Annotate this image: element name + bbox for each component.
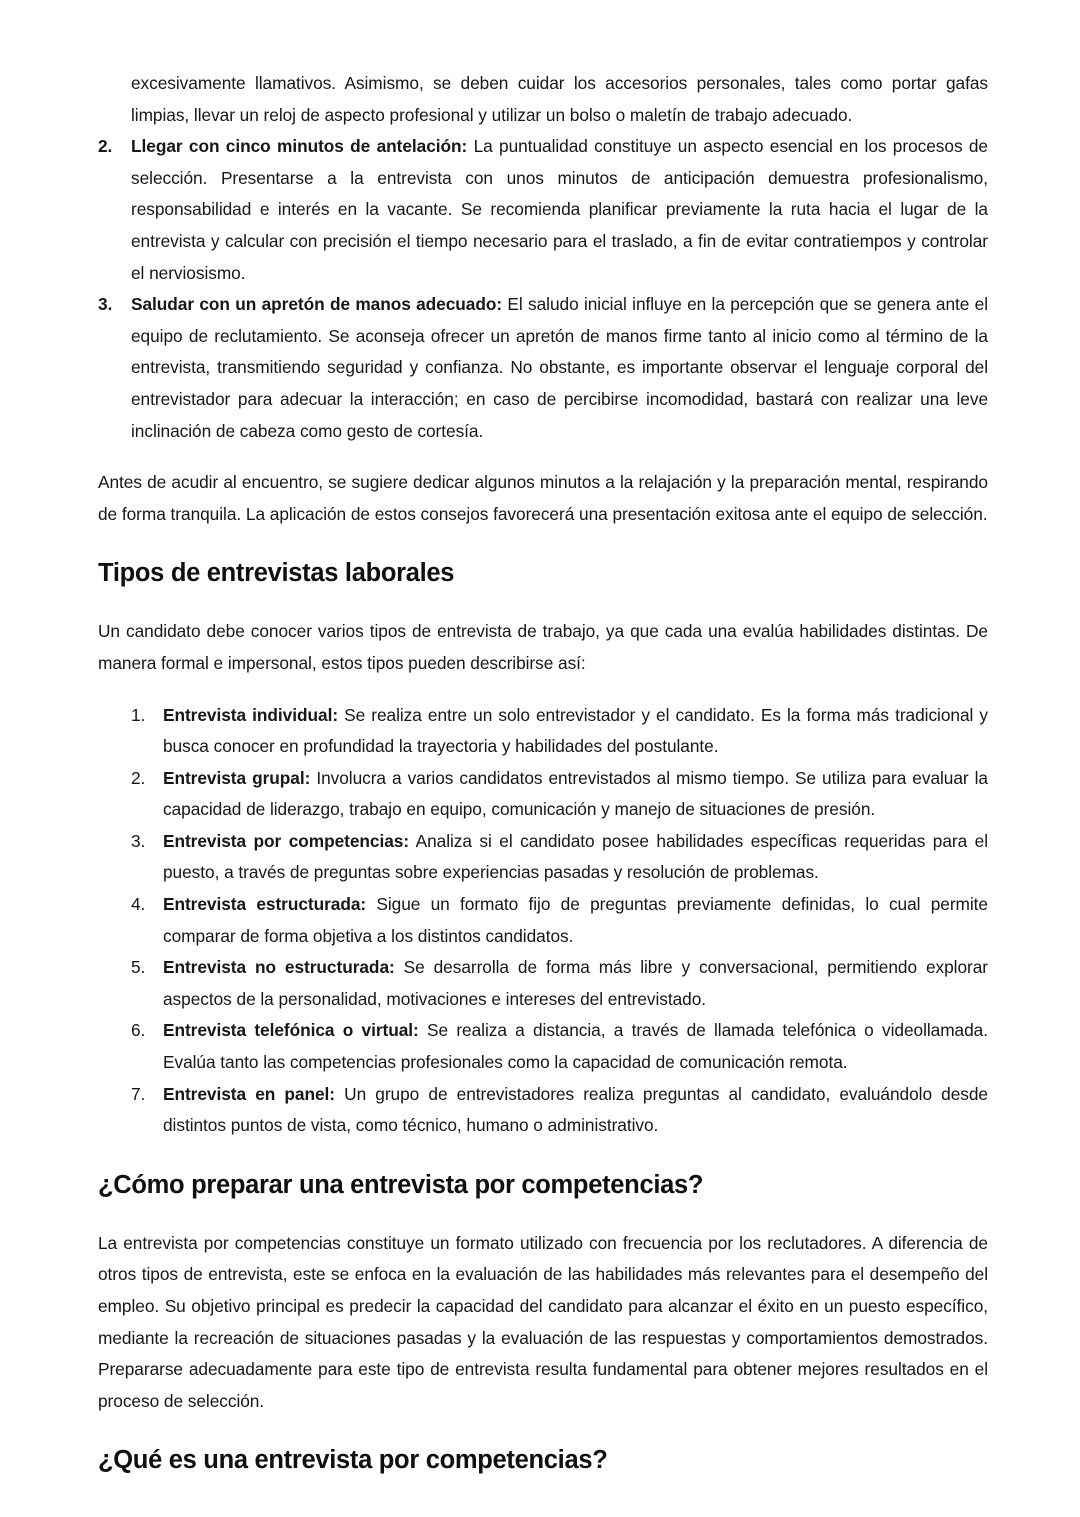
- list-item: [131, 1079, 988, 1142]
- list-item-body: Un grupo de entrevistadores realiza preguntas al candidato, evaluándolo desde distintos puntos de vista, como técnico, humano o administrativo.: [163, 1083, 988, 1136]
- list-marker: 5.: [131, 957, 146, 978]
- list-item: [98, 289, 988, 447]
- spacer: [98, 530, 988, 556]
- heading-tipos-de-entrevistas: Tipos de entrevistas laborales: [98, 559, 455, 588]
- list-item: [98, 131, 988, 289]
- closing-paragraph: Antes de acudir al encuentro, se sugiere dedicar algunos minutos a la relajación y la preparación mental, respirando de forma tranquila. La aplicación de estos consejos favorecerá una presentación exitosa ante el equipo de selección.: [98, 472, 988, 524]
- list-marker: 7.: [131, 1083, 146, 1104]
- list-item-term: Entrevista no estructurada:: [163, 957, 395, 978]
- list-item-body: Se realiza entre un solo entrevistador y el candidato. Es la forma más tradicional y busca conocer en profundidad la trayectoria y habilidades del postulante.: [163, 704, 989, 757]
- list-item: [131, 700, 988, 763]
- list-item: [131, 1015, 988, 1078]
- list-item-term: Entrevista por competencias:: [163, 830, 410, 851]
- list-item-body: El saludo inicial influye en la percepción que se genera ante el equipo de reclutamiento. Se aconseja ofrecer un apretón de manos firme tanto al inicio como al término de la entrevista, transmitiendo seguridad y confianza. No obstante, es importante observar el lenguaje corporal del entrevistador para adecuar la interacción; en caso de percibirse incomodidad, bastará con realizar una leve inclinación de cabeza como gesto de cortesía.: [131, 294, 988, 441]
- list-item-term: Entrevista telefónica o virtual:: [163, 1020, 419, 1041]
- list-marker: 4.: [131, 894, 146, 915]
- list-item-term: Entrevista en panel:: [163, 1083, 336, 1104]
- spacer: [98, 1202, 988, 1228]
- heading-que-es: ¿Qué es una entrevista por competencias?: [98, 1446, 608, 1475]
- list-item-body: Sigue un formato fijo de preguntas previamente definidas, lo cual permite comparar de forma objetiva a los distintos candidatos.: [163, 894, 988, 946]
- list-marker: 3.: [131, 830, 146, 851]
- prepare-paragraph: La entrevista por competencias constituye un formato utilizado con frecuencia por los reclutadores. A diferencia de otros tipos de entrevista, este se enfoca en la evaluación de las habilidades más relevantes para el desempeño del empleo. Su objetivo principal es predecir la capacidad del candidato para alcanzar el éxito en un puesto específico, mediante la recreación de situaciones pasadas y la evaluación de las respuestas y comportamientos demostrados. Prepararse adecuadamente para este tipo de entrevista resulta fundamental para obtener mejores resultados en el proceso de selección.: [98, 1232, 988, 1411]
- document-content: [98, 68, 988, 1477]
- list-marker: 2.: [131, 767, 146, 788]
- list-item-term: Entrevista individual:: [163, 704, 339, 725]
- continuation-paragraph: excesivamente llamativos. Asimismo, se deben cuidar los accesorios personales, tales como portar gafas limpias, llevar un reloj de aspecto profesional y utilizar un bolso o maletín de trabajo adecuado.: [131, 73, 988, 125]
- types-intro-paragraph: Un candidato debe conocer varios tipos de entrevista de trabajo, ya que cada una evalúa habilidades distintas. De manera formal e impersonal, estos tipos pueden describirse así:: [98, 621, 988, 673]
- spacer: [98, 1142, 988, 1168]
- list-item-body: La puntualidad constituye un aspecto esencial en los procesos de selección. Presentarse a la entrevista con unos minutos de anticipación demuestra profesionalismo, responsabilidad e interés en la vacante. Se recomienda planificar previamente la ruta hacia el lugar de la entrevista y calcular con precisión el tiempo necesario para el traslado, a fin de evitar contratiempos y controlar el nerviosismo.: [131, 136, 988, 283]
- list-item-body: Se realiza a distancia, a través de llamada telefónica o videollamada. Evalúa tanto las competencias profesionales como la capacidad de comunicación remota.: [163, 1020, 988, 1073]
- list-item-term: Saludar con un apretón de manos adecuado:: [131, 294, 503, 315]
- list-marker: 3.: [98, 294, 113, 315]
- interview-types-list: [131, 700, 988, 1142]
- list-marker: 1.: [131, 704, 146, 725]
- list-item-body: Analiza si el candidato posee habilidades específicas requeridas para el puesto, a través de preguntas sobre experiencias pasadas y resolución de problemas.: [163, 830, 988, 883]
- spacer: [98, 590, 988, 616]
- list-item: [131, 889, 988, 952]
- list-item-body: Se desarrolla de forma más libre y conversacional, permitiendo explorar aspectos de la personalidad, motivaciones e intereses del entrevistado.: [163, 957, 989, 1009]
- list-item-term: Entrevista grupal:: [163, 767, 311, 788]
- list-marker: 2.: [98, 136, 113, 157]
- spacer: [98, 680, 988, 700]
- spacer: [98, 1417, 988, 1443]
- heading-como-preparar: ¿Cómo preparar una entrevista por competencias?: [98, 1170, 704, 1199]
- list-item: [131, 952, 988, 1015]
- list-item: [131, 826, 988, 889]
- tips-list: [98, 131, 988, 447]
- spacer: [98, 447, 988, 467]
- list-item-term: Entrevista estructurada:: [163, 894, 367, 915]
- list-item-term: Llegar con cinco minutos de antelación:: [131, 136, 468, 157]
- list-item: [131, 763, 988, 826]
- list-marker: 6.: [131, 1020, 146, 1041]
- list-item-body: Involucra a varios candidatos entrevistados al mismo tiempo. Se utiliza para evaluar la capacidad de liderazgo, trabajo en equipo, comunicación y manejo de situaciones de presión.: [163, 767, 988, 820]
